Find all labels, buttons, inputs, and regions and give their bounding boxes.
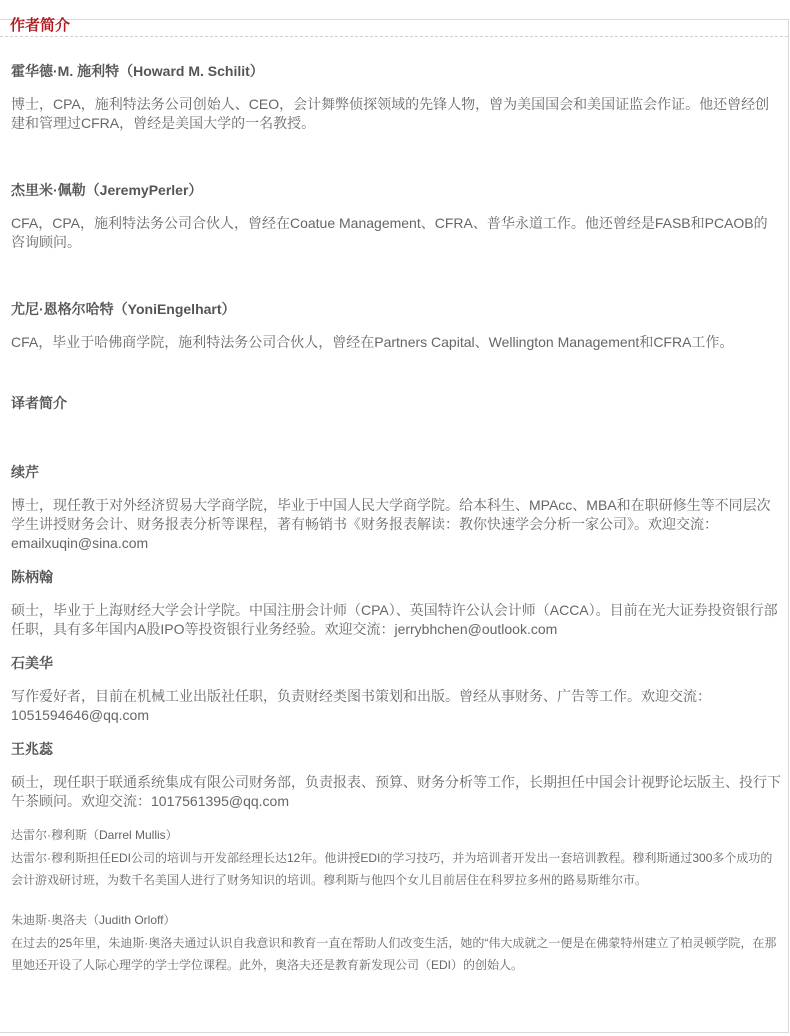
translator-entry bbox=[11, 725, 781, 811]
translator-name: 王兆蕊 bbox=[11, 741, 53, 757]
translator-bio: 写作爱好者，目前在机械工业出版社任职，负责财经类图书策划和出版。曾经从事财务、广告等工作。欢迎交流：1051594646@qq.com bbox=[11, 688, 711, 723]
author-entry bbox=[11, 133, 781, 252]
section-header bbox=[0, 0, 790, 38]
translator-name: 陈柄翰 bbox=[11, 569, 53, 585]
translator-entry bbox=[11, 413, 781, 553]
author-entry bbox=[11, 38, 781, 133]
author-entry bbox=[11, 252, 781, 352]
translator-bio: 硕士，现任职于联通系统集成有限公司财务部，负责报表、预算、财务分析等工作，长期担任中国会计视野论坛版主、投行下午茶顾问。欢迎交流：1017561395@qq.com bbox=[11, 774, 781, 809]
translator-entry bbox=[11, 639, 781, 725]
author-name: 尤尼·恩格尔哈特（YoniEngelhart） bbox=[11, 301, 236, 317]
translators-heading: 译者简介 bbox=[11, 395, 67, 411]
header-divider bbox=[0, 36, 788, 37]
translator-bio: 硕士，毕业于上海财经大学会计学院。中国注册会计师（CPA）、英国特许公认会计师（ACCA）。目前在光大证券投资银行部任职，具有多年国内A股IPO等投资银行业务经验。欢迎交流：jerrybhchen@outlook.com bbox=[11, 602, 778, 637]
extra-entry bbox=[11, 811, 781, 891]
translator-entry bbox=[11, 553, 781, 639]
author-bio: CFA，CPA，施利特法务公司合伙人，曾经在Coatue Management、CFRA、普华永道工作。他还曾经是FASB和PCAOB的咨询顾问。 bbox=[11, 215, 768, 250]
translator-name: 续芹 bbox=[11, 464, 39, 480]
intro-content bbox=[11, 38, 781, 976]
translator-bio: 博士，现任教于对外经济贸易大学商学院，毕业于中国人民大学商学院。给本科生、MPAcc、MBA和在职研修生等不同层次学生讲授财务会计、财务报表分析等课程，著有畅销书《财务报表解读：教你快速学会分析一家公司》。欢迎交流：emailxuqin@sina.com bbox=[11, 497, 771, 551]
extra-name: 朱迪斯·奥洛夫（Judith Orloff） bbox=[11, 913, 176, 927]
author-bio: 博士，CPA，施利特法务公司创始人、CEO，会计舞弊侦探领域的先锋人物，曾为美国国会和美国证监会作证。他还曾经创建和管理过CFRA，曾经是美国大学的一名教授。 bbox=[11, 96, 770, 131]
author-bio: CFA，毕业于哈佛商学院，施利特法务公司合伙人，曾经在Partners Capital、Wellington Management和CFRA工作。 bbox=[11, 334, 734, 350]
extra-bio: 达雷尔·穆利斯担任EDI公司的培训与开发部经理长达12年。他讲授EDI的学习技巧，并为培训者开发出一套培训教程。穆利斯通过300多个成功的会计游戏研讨班，为数千名美国人进行了财务知识的培训。穆利斯与他四个女儿目前居住在科罗拉多州的路易斯维尔市。 bbox=[11, 851, 773, 887]
translator-name: 石美华 bbox=[11, 655, 53, 671]
extra-entry bbox=[11, 891, 781, 976]
author-name: 杰里米·佩勒（JeremyPerler） bbox=[11, 182, 203, 198]
section-title: 作者简介 bbox=[10, 17, 71, 34]
extra-name: 达雷尔·穆利斯（Darrel Mullis） bbox=[11, 828, 178, 842]
translators-section bbox=[11, 352, 781, 413]
author-name: 霍华德·M. 施利特（Howard M. Schilit） bbox=[11, 63, 264, 79]
extra-bio: 在过去的25年里，朱迪斯·奥洛夫通过认识自我意识和教育一直在帮助人们改变生活，她的“伟大成就之一便是在佛蒙特州建立了柏灵顿学院，在那里她还开设了人际心理学的学士学位课程。此外，奥洛夫还是教育新发现公司（EDI）的创始人。 bbox=[11, 936, 777, 972]
